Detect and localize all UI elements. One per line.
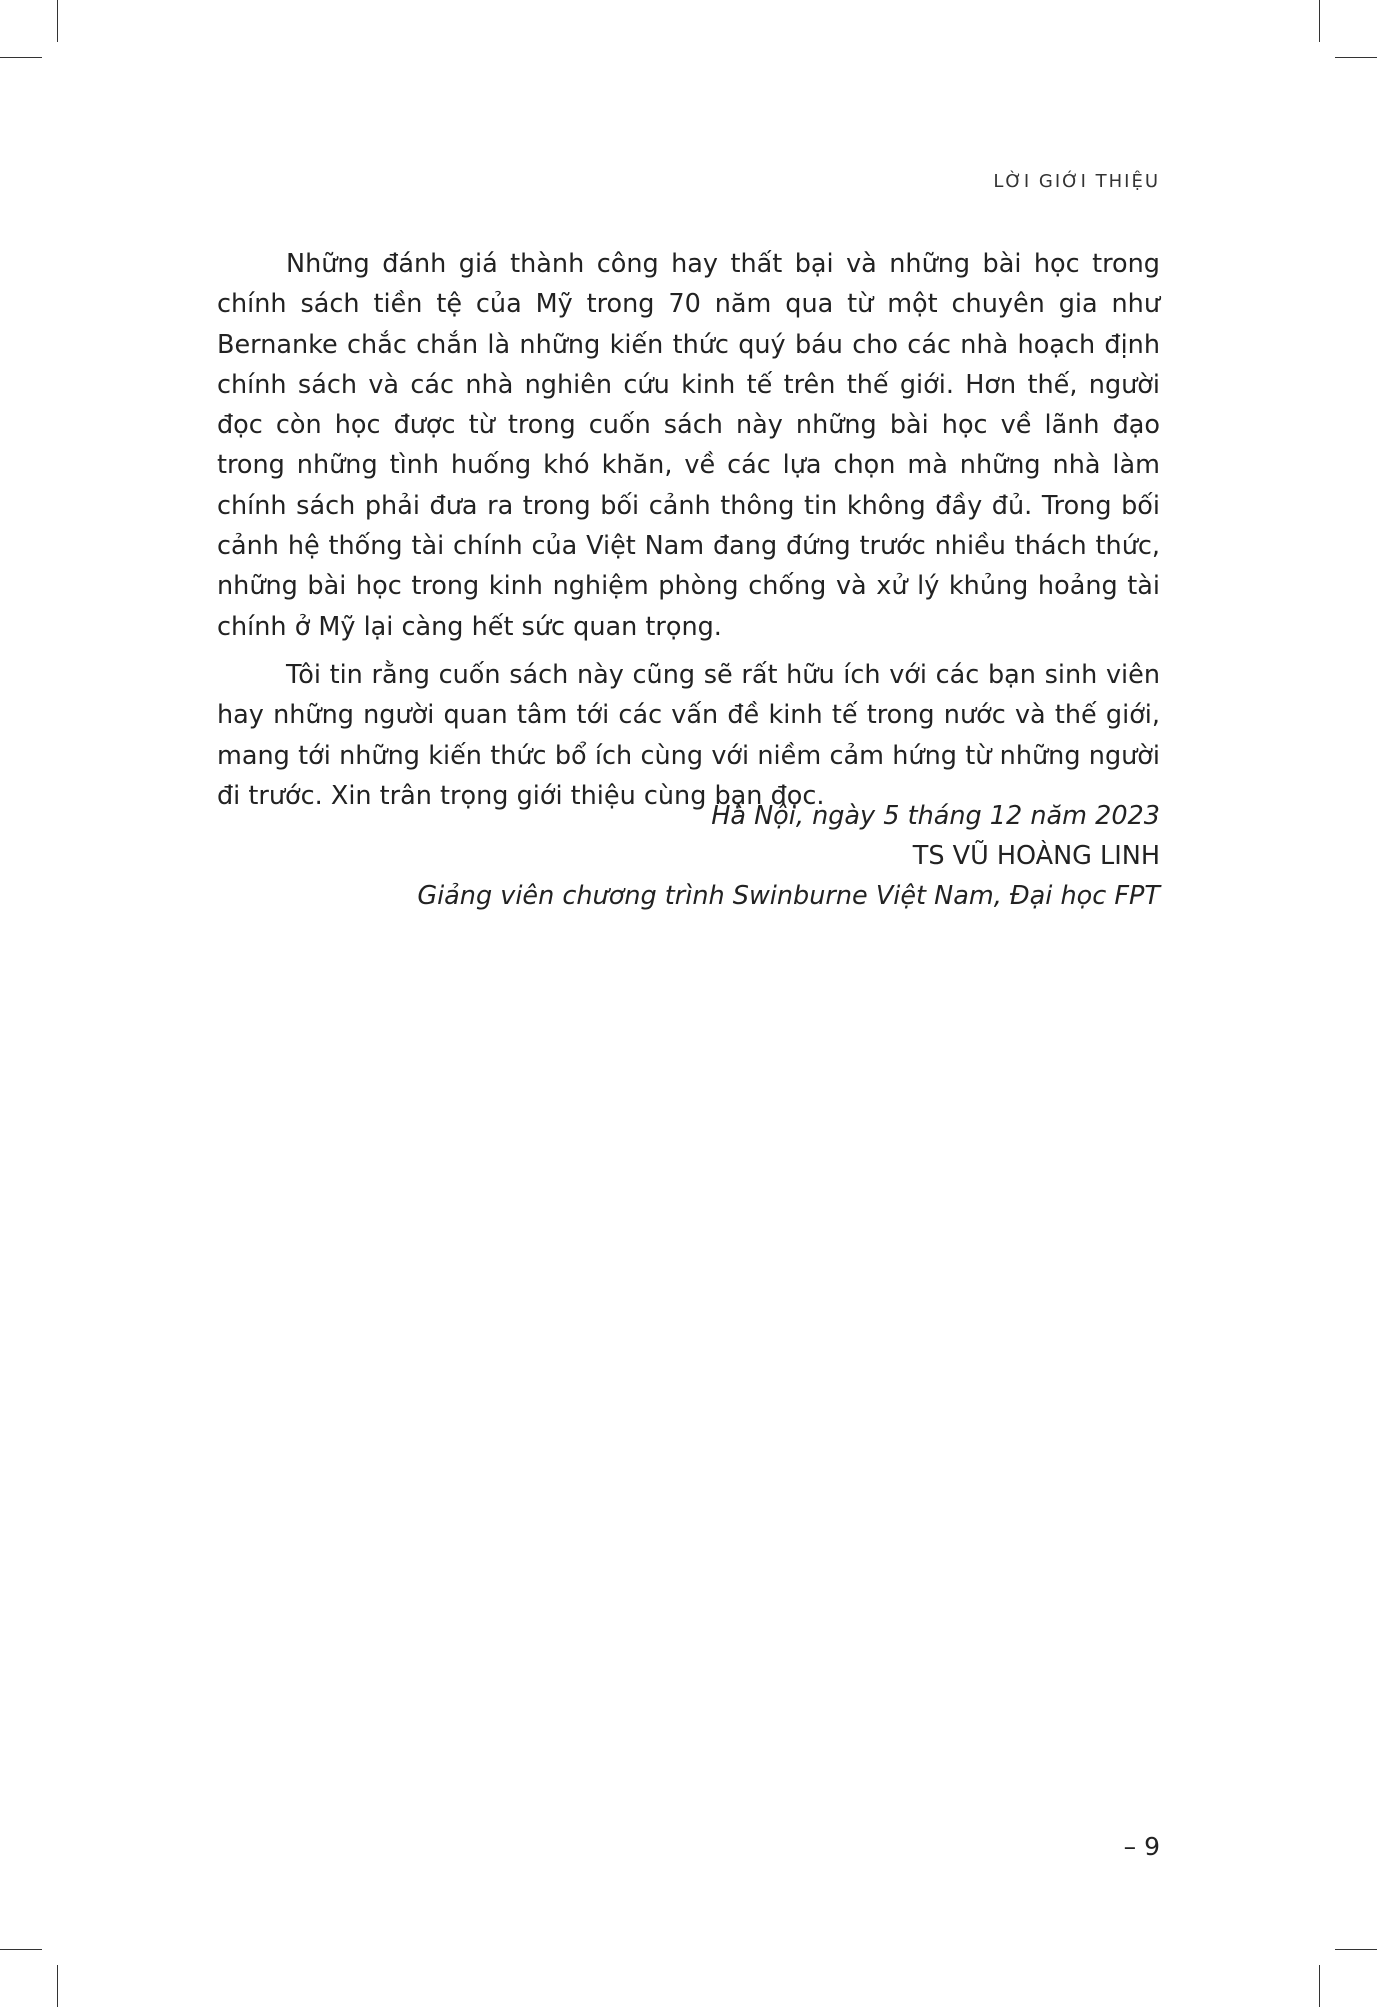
crop-mark-bottom-left-vertical <box>57 1965 58 2007</box>
signature-block <box>417 796 1160 916</box>
page-number: – 9 <box>1123 1832 1160 1861</box>
paragraph: Tôi tin rằng cuốn sách này cũng sẽ rất hữu ích với các bạn sinh viên hay những người quan tâm tới các vấn đề kinh tế trong nước và thế giới, mang tới những kiến thức bổ ích cùng với niềm cảm hứng từ những người đi trước. Xin trân trọng giới thiệu cùng bạn đọc. <box>217 659 1160 811</box>
place-date: Hà Nội, ngày 5 tháng 12 năm 2023 <box>711 801 1160 831</box>
body-text <box>217 244 1160 824</box>
crop-mark-top-left-horizontal <box>0 57 42 58</box>
crop-mark-top-right-horizontal <box>1335 57 1377 58</box>
author-affiliation: Giảng viên chương trình Swinburne Việt Nam, Đại học FPT <box>417 881 1160 911</box>
crop-mark-bottom-right-vertical <box>1319 1965 1320 2007</box>
crop-mark-bottom-right-horizontal <box>1335 1949 1377 1950</box>
crop-mark-bottom-left-horizontal <box>0 1949 42 1950</box>
author-name: TS VŨ HOÀNG LINH <box>912 841 1160 871</box>
paragraph: Những đánh giá thành công hay thất bại và những bài học trong chính sách tiền tệ của Mỹ trong 70 năm qua từ một chuyên gia như Bernanke chắc chắn là những kiến thức quý báu cho các nhà hoạch định chính sách và các nhà nghiên cứu kinh tế trên thế giới. Hơn thế, người đọc còn học được từ trong cuốn sách này những bài học về lãnh đạo trong những tình huống khó khăn, về các lựa chọn mà những nhà làm chính sách phải đưa ra trong bối cảnh thông tin không đầy đủ. Trong bối cảnh hệ thống tài chính của Việt Nam đang đứng trước nhiều thách thức, những bài học trong kinh nghiệm phòng chống và xử lý khủng hoảng tài chính ở Mỹ lại càng hết sức quan trọng. <box>217 249 1160 642</box>
crop-mark-top-left-vertical <box>57 0 58 42</box>
running-header: LỜI GIỚI THIỆU <box>993 171 1160 192</box>
crop-mark-top-right-vertical <box>1319 0 1320 42</box>
